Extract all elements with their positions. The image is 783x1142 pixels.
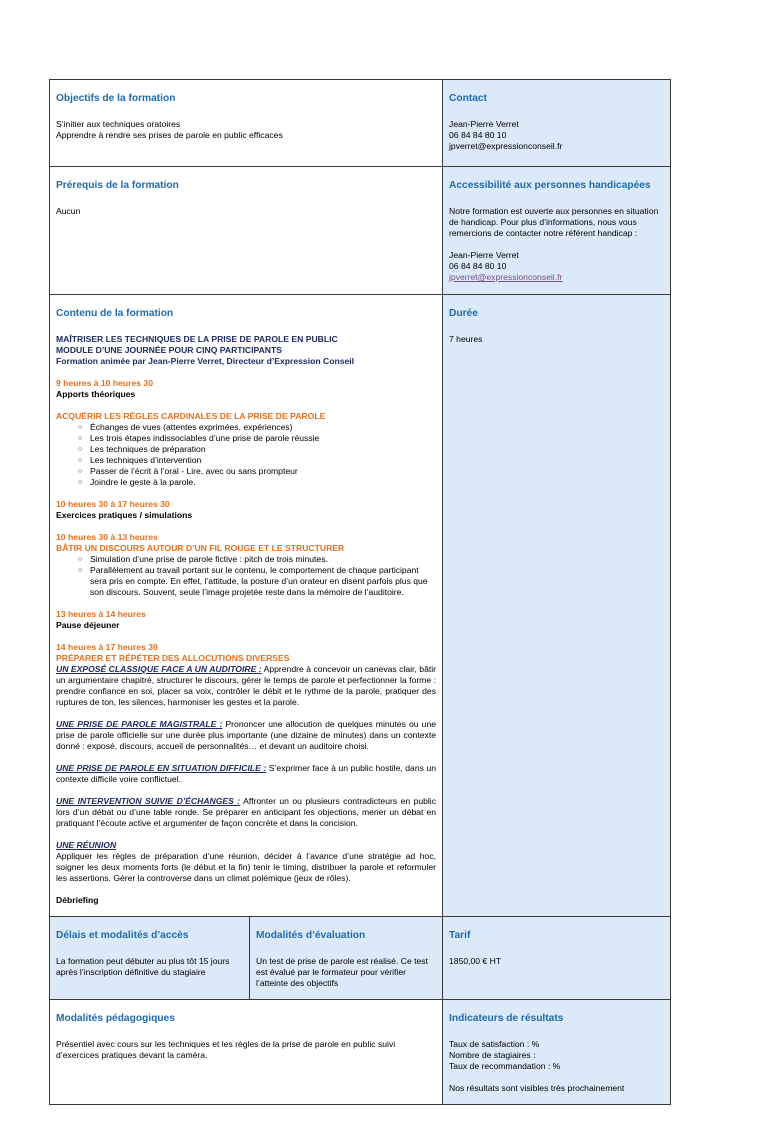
paragraph-difficile-title: UNE PRISE DE PAROLE EN SITUATION DIFFICILE : [56,763,267,773]
section-3-heading: BÂTIR UN DISCOURS AUTOUR D’UN FIL ROUGE ET LE STRUCTURER [56,543,345,553]
tarif-title: Tarif [449,930,471,941]
contact-email: jpverret@expressionconseil.fr [449,141,563,151]
contenu-title: Contenu de la formation [56,308,174,319]
prerequis-cell [50,167,443,295]
evaluation-cell [250,917,443,1000]
section-1-heading: ACQUÉRIR LES RÈGLES CARDINALES DE LA PRISE DE PAROLE [56,411,326,421]
prerequis-text: Aucun [56,206,81,216]
paragraph-expose-text: Apprendre à concevoir un canevas clair, bâtir un argumentaire chapitré, structurer le discours, gérer le temps de parole et perfectionner la forme : prendre confiance en soi, placer sa voix, contrôler le débit et le rythme de la parole, pratiquer des ruptures de ton, les silences, harmoniser les gestes et la parole. [56,664,437,707]
contact-phone: 06 84 84 80 10 [449,130,507,140]
accessibilite-title: Accessibilité aux personnes handicapées [449,180,651,191]
duree-cell [443,295,671,917]
training-sheet-table [49,79,671,1105]
list-item: ○ Simulation d’une prise de parole fictive : pitch de trois minutes. [78,554,432,565]
pedagogiques-title: Modalités pédagogiques [56,1013,175,1024]
objectifs-cell [50,80,443,167]
paragraph-difficile [56,763,436,785]
duree-title: Durée [449,308,478,319]
paragraph-reunion-text: Appliquer les règles de préparation d’une réunion, décider à l’avance d’une stratégie ad hoc, soigner les deux moments forts (le début et la fin) tenir le timing, distribuer la parole et reformuler les assertions. Gérer la controverse dans un climat polémique (jeux de rôles). [56,851,437,883]
paragraph-expose [56,664,436,708]
list-item: ○ Joindre le geste à la parole. [78,477,436,488]
paragraph-echanges-text: Affronter un ou plusieurs contradicteurs en public lors d’un débat ou d’une table ronde. Se préparer en anticipant les objections, mener un débat en pratiquant l’écoute active et argumenter de façon concrète et dans la concision. [56,796,437,828]
contact-cell [443,80,671,167]
paragraph-magistrale-title: UNE PRISE DE PAROLE MAGISTRALE : [56,719,223,729]
list-item: ○ Les trois étapes indissociables d’une prise de parole réussie [78,433,436,444]
pedagogiques-cell [50,1000,443,1105]
section-3-time: 10 heures 30 à 13 heures [56,532,158,542]
list-item: ○ Les techniques de préparation [78,444,436,455]
delais-cell [50,917,250,1000]
section-2-label: Exercices pratiques / simulations [56,510,193,520]
section-1-time: 9 heures à 10 heures 30 [56,378,153,388]
section-5-heading: PRÉPARER ET RÉPÉTER DES ALLOCUTIONS DIVERSES [56,653,290,663]
paragraph-reunion [56,840,436,884]
paragraph-echanges [56,796,436,829]
debriefing-label: Débriefing [56,895,99,905]
accessibilite-email-link[interactable]: jpverret@expressionconseil.fr [449,272,563,282]
section-4-time: 13 heures à 14 heures [56,609,146,619]
section-1-label: Apports théoriques [56,389,136,399]
indicateurs-footer: Nos résultats sont visibles très prochainement [449,1083,625,1093]
paragraph-difficile-text: S’exprimer face à un public hostile, dans un contexte difficile voire conflictuel. [56,763,437,784]
delais-text: La formation peut débuter au plus tôt 15 jours après l’inscription définitive du stagiaire [56,956,230,977]
indicateurs-cell [443,1000,671,1105]
paragraph-magistrale-text: Prononcer une allocution de quelques minutes ou une prise de parole officielle sur une durée plus importante (une dizaine de minutes) dans un contexte donné : exposé, discours, accueil de personnalités… et devant un auditoire choisi. [56,719,437,751]
accessibilite-cell [443,167,671,295]
list-item: ○ Les techniques d’intervention [78,455,436,466]
evaluation-title: Modalités d’évaluation [256,930,366,941]
paragraph-reunion-title: UNE RÉUNION [56,840,117,850]
section-2-time: 10 heures 30 à 17 heures 30 [56,499,170,509]
indicateurs-title: Indicateurs de résultats [449,1013,564,1024]
list-item: ○ Échanges de vues (attentes exprimées, expériences) [78,422,436,433]
tarif-cell [443,917,671,1000]
evaluation-text: Un test de prise de parole est réalisé. Ce test est évalué par le formateur pour vérifier l’atteinte des objectifs [256,956,428,988]
list-item: ○ Passer de l’écrit à l’oral - Lire, avec ou sans prompteur [78,466,436,477]
accessibilite-name: Jean-Pierre Verret [449,250,519,260]
objectifs-title: Objectifs de la formation [56,93,176,104]
pedagogiques-text: Présentiel avec cours sur les techniques et les règles de la prise de parole en public suivi d’exercices pratiques devant la caméra. [56,1039,396,1060]
section-5-time: 14 heures à 17 heures 30 [56,642,158,652]
paragraph-magistrale [56,719,436,752]
prerequis-title: Prérequis de la formation [56,180,179,191]
section-3-list [56,554,436,598]
contact-name: Jean-Pierre Verret [449,119,519,129]
objectifs-text: S’initier aux techniques oratoires Apprendre à rendre ses prises de parole en public efficaces [56,119,283,140]
accessibilite-text: Notre formation est ouverte aux personnes en situation de handicap. Pour plus d’informations, nous vous remercions de contacter notre référent handicap : [449,206,659,238]
section-4-label: Pause déjeuner [56,620,120,630]
duree-text: 7 heures [449,334,483,344]
paragraph-echanges-title: UNE INTERVENTION SUIVIE D’ÉCHANGES : [56,796,241,806]
indicateurs-lines: Taux de satisfaction : % Nombre de stagiaires : Taux de recommandation : % [449,1039,561,1071]
section-1-list [56,422,436,488]
contact-title: Contact [449,93,487,104]
contenu-intro: MAÎTRISER LES TECHNIQUES DE LA PRISE DE PAROLE EN PUBLIC MODULE D’UNE JOURNÉE POUR CINQ PARTICIPANTS Formation animée par Jean-Pierre Verret, Directeur d’Expression Conseil [56,334,355,366]
accessibilite-phone: 06 84 84 80 10 [449,261,507,271]
list-item: ○ Parallèlement au travail portant sur le contenu, le comportement de chaque participant sera pris en compte. En effet, l’attitude, la posture d’un orateur en disent parfois plus que son discours. Souvent, seule l’image projetée reste dans la mémoire de l’auditoire. [78,565,432,598]
delais-title: Délais et modalités d’accès [56,930,189,941]
tarif-text: 1850,00 € HT [449,956,502,966]
paragraph-expose-title: UN EXPOSÉ CLASSIQUE FACE A UN AUDITOIRE : [56,664,262,674]
contenu-cell [50,295,443,917]
